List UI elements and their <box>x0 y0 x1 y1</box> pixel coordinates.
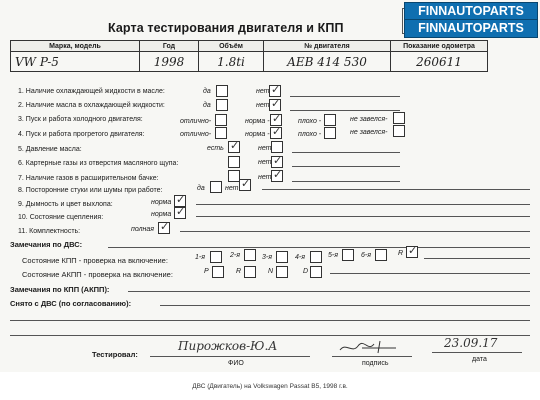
fio-label: ФИО <box>228 360 244 367</box>
kpp-state-label: Состояние КПП - проверка на включение: <box>22 256 168 265</box>
item-2: 2. Наличие масла в охлаждающей жидкости: <box>18 102 165 109</box>
opt-norma: норма <box>151 211 172 218</box>
value-volume: 1.8ti <box>199 52 264 72</box>
checkbox-item8-da[interactable] <box>210 181 222 193</box>
check-mark-icon: ✓ <box>230 139 240 152</box>
fill-line <box>196 204 530 205</box>
mode-r-label: R <box>236 268 242 275</box>
check-mark-icon: ✓ <box>273 168 283 181</box>
remarks-kpp-label: Замечания по КПП (АКПП): <box>10 285 110 294</box>
item-1: 1. Наличие охлаждающей жидкости в масле: <box>18 88 165 95</box>
fill-line <box>332 356 412 357</box>
mode-n-label: N <box>268 268 274 275</box>
checkbox-item11-polnaya[interactable] <box>158 222 170 234</box>
item-11: 11. Комплектность: <box>18 228 81 235</box>
value-make-model: VW P-5 <box>11 52 140 72</box>
opt-net: нет <box>256 102 270 109</box>
checkbox-gear-1[interactable] <box>210 251 222 263</box>
check-mark-icon: ✓ <box>273 154 283 167</box>
remarks-engine-label: Замечания по ДВС: <box>10 240 83 249</box>
fill-line <box>150 356 310 357</box>
opt-net: нет <box>258 174 272 181</box>
opt-net: нет <box>258 145 272 152</box>
check-mark-icon: ✓ <box>176 205 186 218</box>
checkbox-mode-d[interactable] <box>310 266 322 278</box>
item-7: 7. Наличие газов в расширительном бачке: <box>18 175 159 182</box>
fill-line <box>290 96 400 97</box>
checkbox-gear-4[interactable] <box>310 251 322 263</box>
check-mark-icon: ✓ <box>272 112 282 125</box>
checkbox-gear-3[interactable] <box>276 251 288 263</box>
checkbox-item1-net[interactable] <box>269 85 281 97</box>
checkbox-item8-net[interactable] <box>239 179 251 191</box>
opt-net: нет <box>256 88 270 95</box>
col-volume: Объём <box>199 41 264 52</box>
gear-3-label: 3-я <box>262 254 272 261</box>
watermark-bottom: FINNAUTOPARTS <box>404 19 538 38</box>
opt-da: да <box>203 88 211 95</box>
date-label: дата <box>472 356 487 363</box>
card-title: Карта тестирования двигателя и КПП <box>108 21 344 35</box>
item-8: 8. Посторонние стуки или шумы при работе: <box>18 187 163 194</box>
checkbox-mode-n[interactable] <box>276 266 288 278</box>
signature-icon <box>336 338 400 356</box>
mode-p-label: P <box>204 268 209 275</box>
watermark-top: FINNAUTOPARTS <box>404 2 538 21</box>
item-4: 4. Пуск и работа прогретого двигателя: <box>18 131 145 138</box>
value-engine-number: AEB 414 530 <box>264 52 391 72</box>
fill-line <box>128 291 530 292</box>
test-date: 23.09.17 <box>444 336 498 350</box>
opt-ne-zavelsya: не завелся- <box>350 116 388 123</box>
opt-polnaya: полная <box>131 226 155 233</box>
checkbox-item3-otlichno[interactable] <box>215 114 227 126</box>
opt-da: да <box>203 102 211 109</box>
signature-label: подпись <box>362 360 389 367</box>
fill-line <box>292 181 400 182</box>
opt-otlichno: отлично- <box>180 118 212 125</box>
gear-1-label: 1-я <box>195 254 205 261</box>
mode-d-label: D <box>303 268 309 275</box>
check-mark-icon: ✓ <box>271 83 281 96</box>
checkbox-item4-ne-zavelsya[interactable] <box>393 125 405 137</box>
checkbox-item6-da[interactable] <box>228 156 240 168</box>
gear-2-label: 2-я <box>230 252 240 259</box>
checkbox-item1-da[interactable] <box>216 85 228 97</box>
fill-line <box>424 258 530 259</box>
checkbox-item3-plokho[interactable] <box>324 114 336 126</box>
checkbox-item2-da[interactable] <box>216 99 228 111</box>
checkbox-mode-r[interactable] <box>244 266 256 278</box>
checkbox-item4-plokho[interactable] <box>324 127 336 139</box>
image-caption: ДВС (Двигатель) на Volkswagen Passat B5, 1998 г.в. <box>192 383 348 390</box>
col-engine-number: № двигателя <box>264 41 391 52</box>
item-10: 10. Состояние сцепления: <box>18 214 104 221</box>
checkbox-gear-5[interactable] <box>342 249 354 261</box>
checkbox-item6-net[interactable] <box>271 156 283 168</box>
akpp-state-label: Состояние АКПП - проверка на включение: <box>22 270 173 279</box>
item-5: 5. Давление масла: <box>18 146 82 153</box>
check-mark-icon: ✓ <box>408 244 418 257</box>
fill-line <box>196 216 530 217</box>
opt-plokho: плохо - <box>298 131 322 138</box>
gear-r-label: R <box>398 250 404 257</box>
col-odometer: Показание одометра <box>391 41 488 52</box>
checkbox-item4-otlichno[interactable] <box>215 127 227 139</box>
checkbox-gear-6[interactable] <box>375 249 387 261</box>
vehicle-info-table <box>10 40 488 72</box>
opt-ne-zavelsya: не завелся- <box>350 129 388 136</box>
fill-line <box>262 189 530 190</box>
check-mark-icon: ✓ <box>241 177 251 190</box>
gear-5-label: 5-я <box>328 252 338 259</box>
fill-line <box>432 352 522 353</box>
item-6: 6. Картерные газы из отверстия масляного щупа: <box>18 160 179 167</box>
fill-line <box>330 273 530 274</box>
opt-norma: норма - <box>245 131 270 138</box>
fill-line <box>292 166 400 167</box>
checkbox-mode-p[interactable] <box>212 266 224 278</box>
fill-line <box>108 247 530 248</box>
opt-net: нет <box>258 159 272 166</box>
opt-net: нет <box>225 185 239 192</box>
value-year: 1998 <box>140 52 199 72</box>
check-mark-icon: ✓ <box>271 97 281 110</box>
gear-6-label: 6-я <box>361 252 371 259</box>
checkbox-item7-net[interactable] <box>271 170 283 182</box>
checkbox-gear-r[interactable] <box>406 246 418 258</box>
checkbox-item5-net[interactable] <box>271 141 283 153</box>
checkbox-item2-net[interactable] <box>269 99 281 111</box>
opt-norma: норма - <box>245 118 270 125</box>
col-make-model: Марка, модель <box>11 41 140 52</box>
tester-name: Пирожков-Ю.А <box>178 339 278 353</box>
col-year: Год <box>140 41 199 52</box>
fill-line <box>292 152 400 153</box>
checkbox-gear-2[interactable] <box>244 249 256 261</box>
gear-4-label: 4-я <box>295 254 305 261</box>
opt-da: да <box>197 185 205 192</box>
item-9: 9. Дымность и цвет выхлопа: <box>18 201 113 208</box>
value-odometer: 260611 <box>391 52 488 72</box>
check-mark-icon: ✓ <box>160 220 170 233</box>
fill-line <box>10 320 530 321</box>
opt-plokho: плохо - <box>298 118 322 125</box>
check-mark-icon: ✓ <box>176 193 186 206</box>
checkbox-item5-yest[interactable] <box>228 141 240 153</box>
tested-by-label: Тестировал: <box>92 350 138 359</box>
fill-line <box>160 305 530 306</box>
fill-line <box>180 231 530 232</box>
checkbox-item4-norma[interactable] <box>270 127 282 139</box>
removed-label: Снято с ДВС (по согласованию): <box>10 299 132 308</box>
checkbox-item3-ne-zavelsya[interactable] <box>393 112 405 124</box>
fill-line <box>290 110 400 111</box>
opt-yest: есть <box>207 145 224 152</box>
opt-otlichno: отлично- <box>180 131 212 138</box>
item-3: 3. Пуск и работа холодного двигателя: <box>18 116 143 123</box>
checkbox-item10-norma[interactable] <box>174 207 186 219</box>
check-mark-icon: ✓ <box>272 125 282 138</box>
opt-norma: норма <box>151 199 172 206</box>
